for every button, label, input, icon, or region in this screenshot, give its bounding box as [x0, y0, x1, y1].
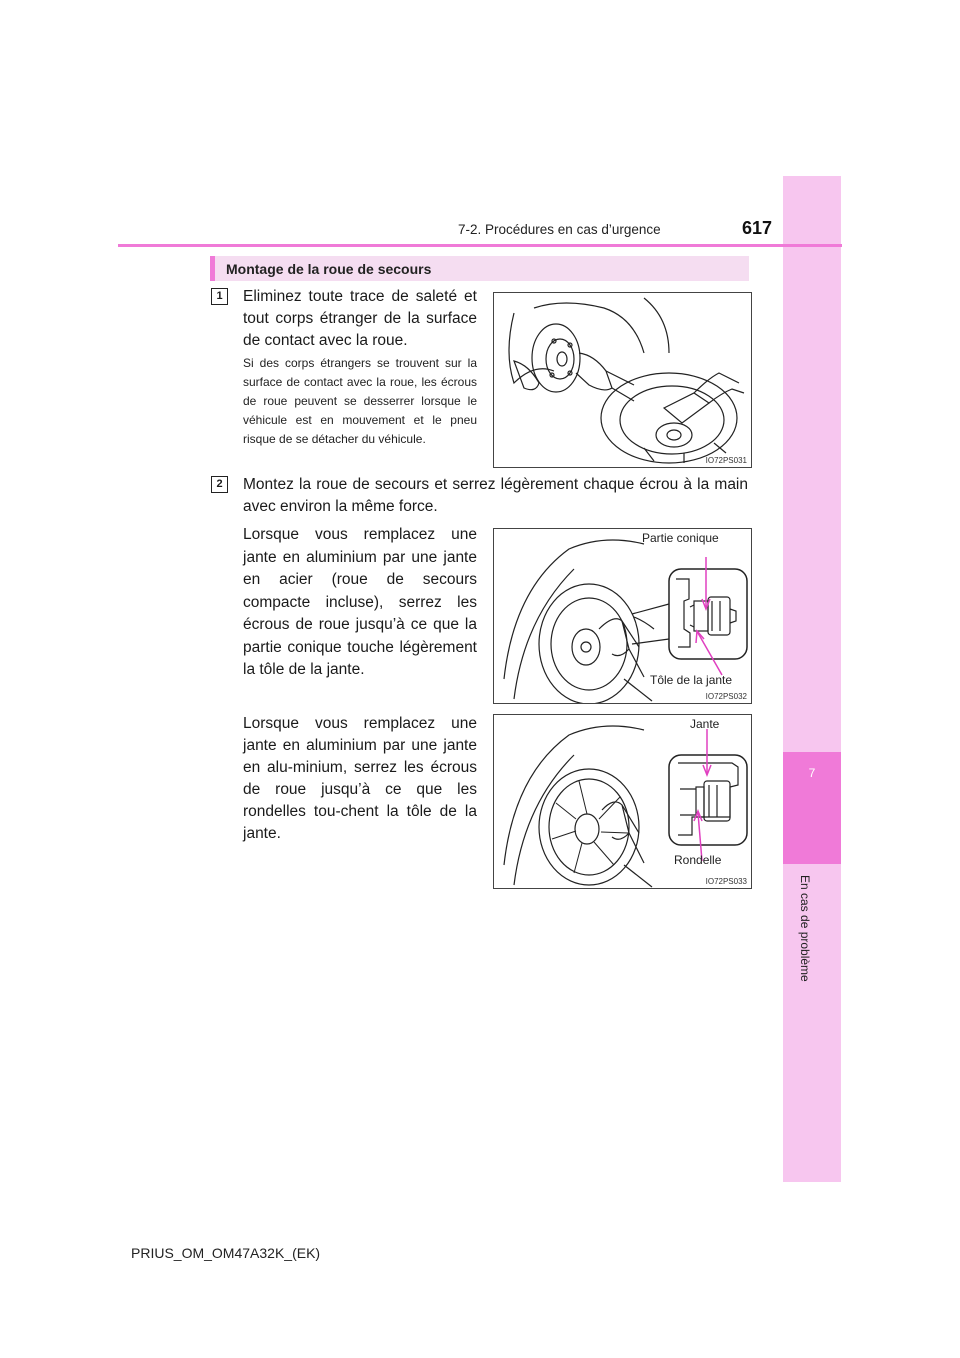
- figure-code: IO72PS032: [705, 692, 747, 701]
- page-number: 617: [742, 218, 773, 238]
- step-number-2: 2: [211, 476, 228, 493]
- figure-tapered-nut: [493, 528, 752, 704]
- chapter-side-tab: [783, 176, 841, 1182]
- document-code-footer: PRIUS_OM_OM47A32K_(EK): [131, 1245, 321, 1261]
- step-1-text: Eliminez toute trace de saleté et tout corps étranger de la surface de contact avec la roue.: [243, 288, 477, 349]
- header-rule: [118, 244, 842, 247]
- step-1-note: Si des corps étrangers se trouvent sur la surface de contact avec la roue, les écrous de roue peuvent se desserrer lorsque le véhicule est en mouvement et le pneu risque de se détacher du véhicule.: [243, 356, 477, 446]
- label-rim: Jante: [690, 717, 720, 731]
- clean-hub-illustration: [494, 293, 751, 467]
- chapter-title: En cas de problème: [798, 875, 812, 982]
- figure-clean-hub: [493, 292, 752, 468]
- section-title-accent: [210, 256, 215, 281]
- figure-code: IO72PS033: [705, 877, 747, 886]
- label-washer: Rondelle: [674, 853, 722, 867]
- step-2-text: Montez la roue de secours et serrez légèrement chaque écrou à la main avec environ la même force.: [243, 476, 748, 515]
- chapter-number: 7: [808, 766, 816, 780]
- step-2-steel-rim-text: Lorsque vous remplacez une jante en aluminium par une jante en acier (roue de secours compacte incluse), serrez les écrous de roue jusqu’à ce que la partie conique touche légèrement la tôle de la jante.: [243, 526, 477, 678]
- label-rim-plate: Tôle de la jante: [650, 673, 733, 687]
- figure-washer-nut: [493, 714, 752, 889]
- step-number-1: 1: [211, 288, 228, 305]
- section-title: Montage de la roue de secours: [226, 261, 432, 277]
- figure-code: IO72PS031: [705, 456, 747, 465]
- step-2-alloy-rim-text: Lorsque vous remplacez une jante en aluminium par une jante en alu-minium, serrez les écrous de roue jusqu’à ce que les rondelles tou-chent la tôle de la jante.: [243, 715, 477, 842]
- label-tapered-part: Partie conique: [642, 531, 719, 545]
- running-header: 7-2. Procédures en cas d’urgence: [458, 222, 661, 237]
